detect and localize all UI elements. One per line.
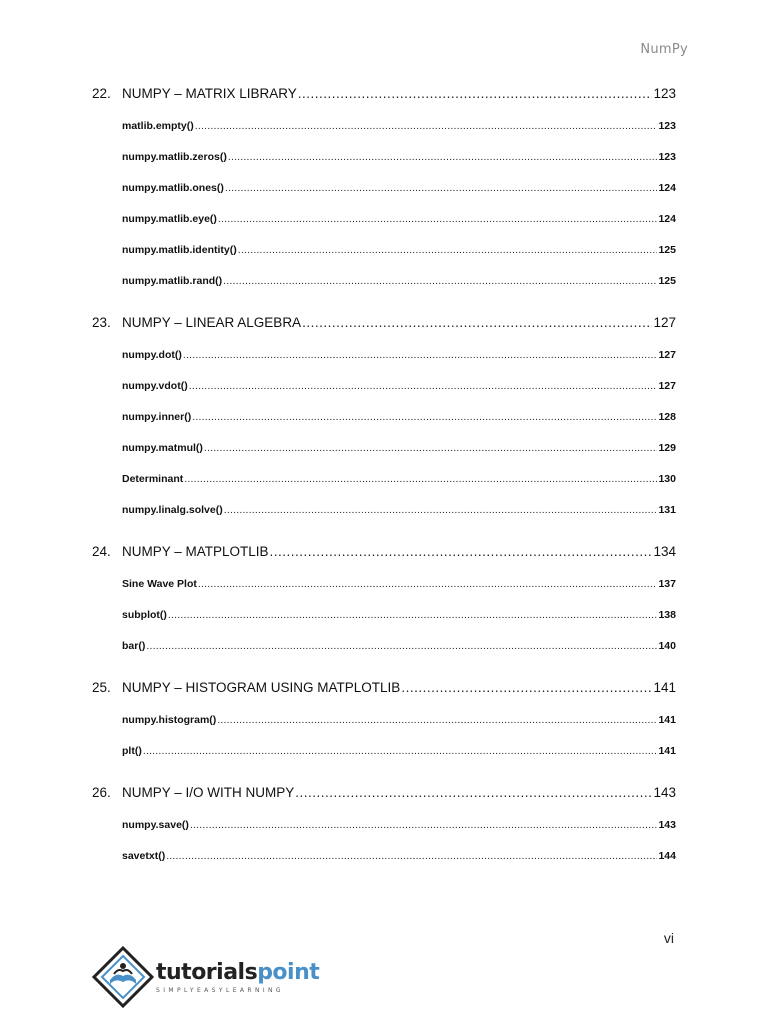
page-number: vi: [663, 930, 674, 946]
toc-section-entry[interactable]: [122, 442, 676, 473]
logo-tagline: SIMPLYEASYLEARNING: [156, 986, 284, 994]
section-title: numpy.matlib.rand(): [122, 275, 223, 287]
toc-section-entry[interactable]: [122, 213, 676, 244]
dot-leader: [183, 349, 658, 361]
dot-leader: [228, 151, 658, 163]
dot-leader: [270, 544, 653, 559]
logo-word-tutorials: tutorials: [156, 959, 258, 985]
section-page: 131: [658, 504, 676, 516]
section-page: 138: [658, 609, 676, 621]
toc-section-entry[interactable]: [122, 578, 676, 609]
dot-leader: [146, 640, 657, 652]
dot-leader: [217, 714, 657, 726]
toc-section-entry[interactable]: [122, 275, 676, 306]
toc-section-entry[interactable]: [122, 244, 676, 275]
dot-leader: [195, 120, 658, 132]
section-page: 144: [658, 850, 676, 862]
toc-section-entry[interactable]: [122, 745, 676, 776]
chapter-page: 141: [653, 680, 676, 695]
chapter-page: 143: [653, 785, 676, 800]
dot-leader: [218, 213, 658, 225]
section-title: numpy.matlib.identity(): [122, 244, 237, 256]
dot-leader: [298, 86, 653, 101]
dot-leader: [225, 182, 658, 194]
section-page: 123: [658, 120, 676, 132]
logo-diamond-icon: [92, 946, 154, 1008]
chapter-number: 24.: [92, 544, 111, 559]
toc-chapter: [92, 86, 676, 306]
dot-leader: [198, 578, 658, 590]
logo-wordmark: [156, 961, 319, 985]
dot-leader: [401, 680, 652, 695]
section-page: 140: [658, 640, 676, 652]
dot-leader: [295, 785, 652, 800]
dot-leader: [223, 275, 657, 287]
section-page: 129: [658, 442, 676, 454]
chapter-title: NUMPY – MATPLOTLIB: [122, 544, 269, 559]
section-page: 130: [658, 473, 676, 485]
section-title: numpy.vdot(): [122, 380, 188, 392]
section-page: 125: [658, 275, 676, 287]
section-title: numpy.histogram(): [122, 714, 217, 726]
section-page: 128: [658, 411, 676, 423]
chapter-page: 127: [653, 315, 676, 330]
section-title: Determinant: [122, 473, 184, 485]
section-title: matlib.empty(): [122, 120, 194, 132]
toc-chapter: [92, 315, 676, 535]
section-title: Sine Wave Plot: [122, 578, 197, 590]
chapter-page: 134: [653, 544, 676, 559]
section-page: 123: [658, 151, 676, 163]
chapter-number: 22.: [92, 86, 111, 101]
section-page: 124: [658, 182, 676, 194]
tutorialspoint-logo: [92, 946, 319, 1008]
section-page: 141: [658, 745, 676, 757]
section-page: 127: [658, 349, 676, 361]
section-title: numpy.save(): [122, 819, 189, 831]
section-page: 127: [658, 380, 676, 392]
toc-section-entry[interactable]: [122, 504, 676, 535]
toc-section-entry[interactable]: [122, 411, 676, 442]
running-header: NumPy: [640, 42, 688, 57]
toc-chapter-entry[interactable]: [92, 86, 676, 120]
chapter-title: NUMPY – MATRIX LIBRARY: [122, 86, 297, 101]
section-title: numpy.matlib.zeros(): [122, 151, 227, 163]
chapter-title: NUMPY – HISTOGRAM USING MATPLOTLIB: [122, 680, 401, 695]
table-of-contents: [92, 86, 676, 890]
dot-leader: [238, 244, 658, 256]
toc-section-entry[interactable]: [122, 380, 676, 411]
toc-section-entry[interactable]: [122, 640, 676, 671]
section-page: 137: [658, 578, 676, 590]
chapter-number: 26.: [92, 785, 111, 800]
dot-leader: [143, 745, 658, 757]
section-title: numpy.matlib.ones(): [122, 182, 224, 194]
dot-leader: [190, 819, 658, 831]
dot-leader: [302, 315, 652, 330]
section-page: 124: [658, 213, 676, 225]
section-title: plt(): [122, 745, 142, 757]
section-page: 141: [658, 714, 676, 726]
section-page: 125: [658, 244, 676, 256]
chapter-title: NUMPY – LINEAR ALGEBRA: [122, 315, 302, 330]
dot-leader: [224, 504, 658, 516]
toc-section-entry[interactable]: [122, 151, 676, 182]
dot-leader: [204, 442, 658, 454]
section-title: bar(): [122, 640, 146, 652]
toc-chapter-entry[interactable]: [92, 680, 676, 714]
chapter-number: 25.: [92, 680, 111, 695]
logo-word-point: point: [257, 959, 320, 985]
toc-chapter: [92, 680, 676, 776]
dot-leader: [166, 850, 657, 862]
section-title: numpy.matmul(): [122, 442, 203, 454]
chapter-number: 23.: [92, 315, 111, 330]
toc-section-entry[interactable]: [122, 819, 676, 850]
section-title: numpy.linalg.solve(): [122, 504, 223, 516]
chapter-page: 123: [653, 86, 676, 101]
toc-section-entry[interactable]: [122, 714, 676, 745]
section-title: savetxt(): [122, 850, 166, 862]
toc-chapter-entry[interactable]: [92, 785, 676, 819]
toc-chapter: [92, 785, 676, 881]
dot-leader: [189, 380, 658, 392]
section-title: numpy.dot(): [122, 349, 182, 361]
toc-chapter: [92, 544, 676, 671]
toc-section-entry[interactable]: [122, 850, 676, 881]
dot-leader: [192, 411, 657, 423]
toc-section-entry[interactable]: [122, 349, 676, 380]
dot-leader: [168, 609, 658, 621]
toc-section-entry[interactable]: [122, 120, 676, 151]
section-page: 143: [658, 819, 676, 831]
toc-section-entry[interactable]: [122, 473, 676, 504]
section-title: numpy.inner(): [122, 411, 192, 423]
toc-chapter-entry[interactable]: [92, 315, 676, 349]
logo-text: [156, 961, 319, 994]
toc-chapter-entry[interactable]: [92, 544, 676, 578]
section-title: numpy.matlib.eye(): [122, 213, 217, 225]
dot-leader: [184, 473, 657, 485]
toc-section-entry[interactable]: [122, 609, 676, 640]
section-title: subplot(): [122, 609, 167, 621]
chapter-title: NUMPY – I/O WITH NUMPY: [122, 785, 295, 800]
toc-section-entry[interactable]: [122, 182, 676, 213]
